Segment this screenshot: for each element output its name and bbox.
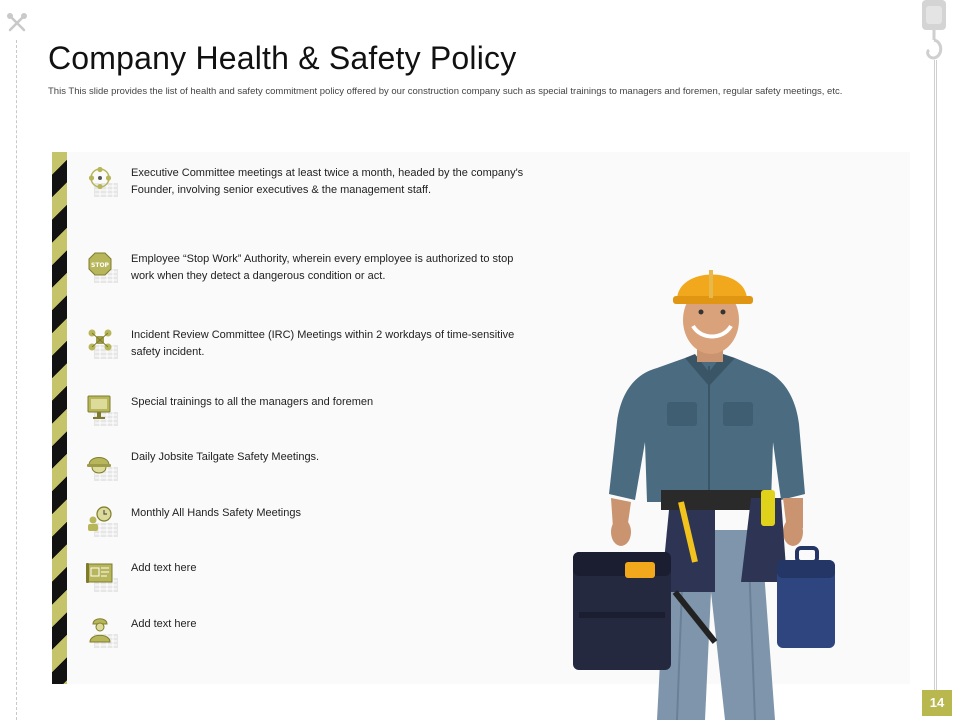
slide-subtitle: This This slide provides the list of health and safety commitment policy offered by our construction company such as special trainings to managers and foremen, regular safety meetings, etc. [48,86,843,97]
policy-item-text: Daily Jobsite Tailgate Safety Meetings. [131,451,320,463]
review-team-icon [86,327,120,361]
policy-item [86,327,546,367]
committee-network-icon [86,165,120,199]
policy-item-text: Monthly All Hands Safety Meetings [131,507,301,519]
policy-item [86,394,546,434]
policy-item [86,449,546,489]
training-monitor-icon [86,394,120,428]
tools-icon [6,12,28,34]
blueprint-icon [86,560,120,594]
slide-title: Company Health & Safety Policy [48,40,517,76]
svg-text:STOP: STOP [91,262,109,269]
policy-item-text: Add text here [131,618,197,630]
crane-cable [934,60,937,700]
policy-item-text: Add text here [131,562,197,574]
policy-item-text: Special trainings to all the managers and foremen [131,396,374,408]
policy-item [86,165,546,205]
policy-item-text: Incident Review Committee (IRC) Meetings within 2 workdays of time-sensitive safety incident. [131,329,515,358]
page-number: 14 [922,690,952,716]
policy-item [86,560,546,600]
crane-hook-icon [918,0,950,64]
hard-hat-icon [86,449,120,483]
policy-item [86,505,546,545]
policy-item [86,251,546,291]
dashed-guide-line [16,40,17,720]
construction-worker-image [565,262,845,720]
policy-item-text: Executive Committee meetings at least twice a month, headed by the company's Founder, involving senior executives & the management staff. [131,167,524,196]
stop-sign-icon [86,251,120,285]
policy-item [86,616,546,656]
worker-icon [86,616,120,650]
policy-item-text: Employee “Stop Work” Authority, wherein every employee is authorized to stop work when they detect a dangerous condition or act. [131,253,514,282]
clock-meeting-icon [86,505,120,539]
hazard-stripe [52,152,67,684]
